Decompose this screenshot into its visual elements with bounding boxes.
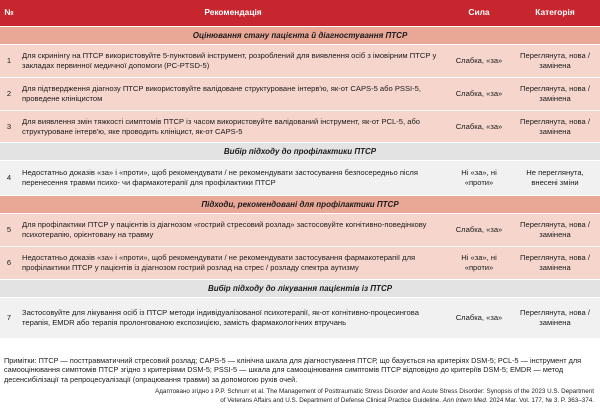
row-strength: Ні «за», ні «проти» xyxy=(461,253,497,272)
row-strength: Ні «за», ні «проти» xyxy=(461,168,497,187)
row-recommendation: Недостатньо доказів «за» і «проти», щоб рекомендувати / не рекомендувати застосування фармакотерапії для профілактики ПТСР у пацієнтів із діагнозом гострий розлад на стрес / розладу спектра аутизму xyxy=(22,253,416,272)
row-category: Переглянута, нова / замінена xyxy=(520,51,590,70)
source-citation xyxy=(154,388,594,405)
row-num: 6 xyxy=(6,258,12,268)
row-recommendation: Недостатньо доказів «за» і «проти», щоб рекомендувати / не рекомендувати застосування безпосередньо після перенесення травми психо- чи фармакотерапії для профілактики ПТСР xyxy=(22,168,418,187)
table-row xyxy=(0,78,600,111)
row-recommendation: Для скринінгу на ПТСР використовуйте 5-пунктовий інструмент, розроблений для виявлення осіб з імовірним ПТСР у закладах первинної медичної допомоги (PC-PTSD-5) xyxy=(22,51,437,70)
row-category: Переглянута, нова / замінена xyxy=(520,308,590,327)
row-recommendation: Для виявлення змін тяжкості симптомів ПТСР із часом використовуйте валідований інструмент, як-от PCL-5, або структуроване інтерв'ю, яке проводить клініцист, як-от CAPS-5 xyxy=(22,116,421,136)
row-num: 2 xyxy=(6,89,12,99)
row-category: Не переглянута, внесені зміни xyxy=(526,168,584,187)
table-header-row xyxy=(0,0,600,27)
row-recommendation: Для підтвердження діагнозу ПТСР використовуйте валідоване структуроване інтерв'ю, як-от CAPS-5 або PSSI-5, проведене клініцистом xyxy=(22,84,422,103)
header-num: № xyxy=(4,7,14,18)
source-rest: 2024 Mar. Vol. 177, № 3. P. 363–374. xyxy=(489,396,594,404)
table-row xyxy=(0,111,600,143)
row-num: 7 xyxy=(6,313,12,323)
row-num: 5 xyxy=(6,225,12,235)
header-category: Категорія xyxy=(535,7,575,18)
row-strength: Слабка, «за» xyxy=(455,225,503,235)
row-category: Переглянута, нова / замінена xyxy=(520,253,590,272)
row-num: 1 xyxy=(6,56,12,66)
table-row xyxy=(0,161,600,196)
section-title: Вибір підходу до профілактики ПТСР xyxy=(0,143,600,161)
row-recommendation: Для профілактики ПТСР у пацієнтів із діагнозом «гострий стресовий розлад» застосовуйте когнітивно-поведінкову психотерапію, орієнтовану на травму xyxy=(22,220,427,239)
section-title: Оцінювання стану пацієнта й діагностування ПТСР xyxy=(0,27,600,45)
row-strength: Слабка, «за» xyxy=(455,313,503,323)
section-title: Підходи, рекомендовані для профілактики ПТСР xyxy=(0,196,600,214)
source-text: Адаптовано згідно з P.P. Schnurr et al. The Management of Posttraumatic Stress Disorder and Acute Stress Disorder: Synopsis of the 2023 U.S. Department of Veterans Affairs and U.S. Department of Defense Clinical Practice Guideline. xyxy=(155,388,594,404)
row-strength: Слабка, «за» xyxy=(455,56,503,66)
section-title: Вибір підходу до лікування пацієнтів із ПТСР xyxy=(0,280,600,298)
row-num: 4 xyxy=(6,173,12,183)
row-recommendation: Застосовуйте для лікування осіб із ПТСР методи індивідуалізованої психотерапії, як-от когнітивно-процесингова терапія, EMDR або терапія пролонгованою експозицією, замість фармакологічних втручань xyxy=(22,308,419,327)
table-row xyxy=(0,298,600,339)
table-row xyxy=(0,247,600,280)
table-row xyxy=(0,214,600,247)
row-category: Переглянута, нова / замінена xyxy=(520,116,590,136)
row-strength: Слабка, «за» xyxy=(455,89,503,99)
row-num: 3 xyxy=(6,121,12,131)
header-strength: Сила xyxy=(468,7,490,18)
header-recommendation: Рекомендація xyxy=(204,7,262,18)
source-journal: Ann Intern Med. xyxy=(442,396,488,404)
table-notes: Примітки: ПТСР — посттравматичний стресовий розлад; CAPS-5 — клінічна шкала для діагностування ПТСР, що базується на критеріях DSM-5; PCL-5 — інструмент для самооцінювання симптомів ПТСР згідно з критеріями DSM-5; PSSI-5 — шкала для самооцінювання симптомів ПТСР відповідно до критеріїв DSM-5; EMDR — метод десенсибілізації та репроцесуалізації (опрацювання травми) за допомогою рухів очей. xyxy=(4,356,582,384)
row-strength: Слабка, «за» xyxy=(455,121,503,131)
table-row xyxy=(0,45,600,78)
row-category: Переглянута, нова / замінена xyxy=(520,84,590,103)
row-category: Переглянута, нова / замінена xyxy=(520,220,590,239)
